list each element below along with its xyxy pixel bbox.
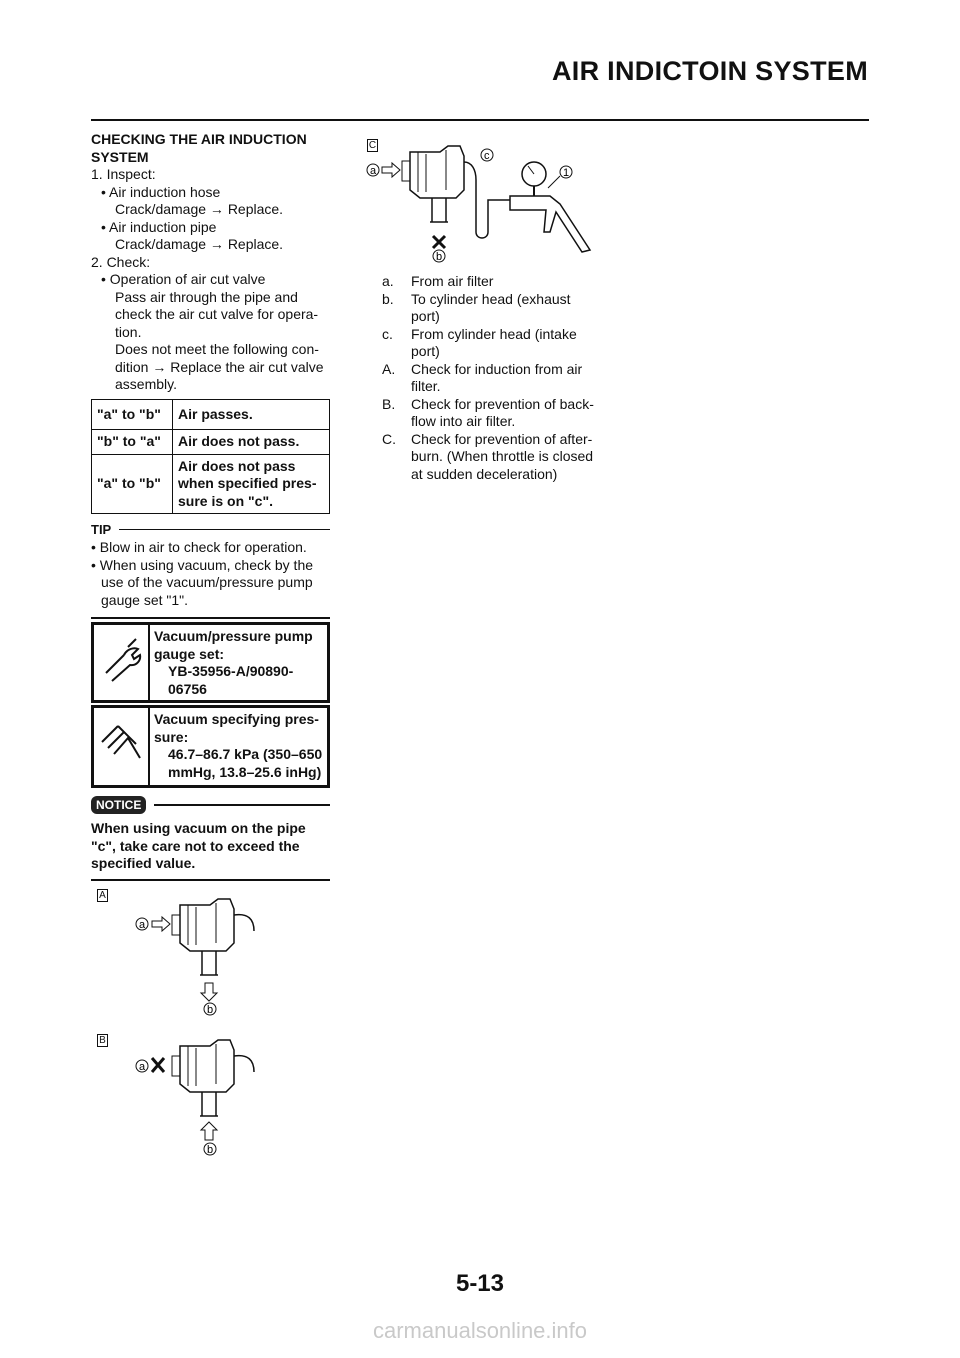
step-inspect: 1. Inspect: bbox=[91, 166, 156, 182]
page-number: 5-13 bbox=[455, 1270, 505, 1297]
airflow-table bbox=[91, 399, 330, 514]
table-cell: Air passes. bbox=[173, 400, 330, 430]
figure-a-valve-diagram bbox=[130, 885, 270, 1020]
figure-label-c: C bbox=[368, 140, 377, 151]
table-cell: "b" to "a" bbox=[92, 430, 173, 455]
section-heading-cont: SYSTEM bbox=[91, 148, 149, 165]
tip-line: • When using vacuum, check by the bbox=[91, 556, 314, 573]
label-1: 1 bbox=[563, 167, 570, 179]
table-row bbox=[92, 400, 330, 430]
bullet-item: • Air induction pipe bbox=[101, 218, 217, 235]
label-b: b bbox=[207, 1144, 214, 1156]
label-b: b bbox=[207, 1004, 214, 1016]
figure-legend bbox=[382, 273, 612, 483]
label-a: a bbox=[139, 919, 146, 931]
bullet-item: • Operation of air cut valve bbox=[101, 271, 266, 287]
figure-label-a: A bbox=[97, 889, 108, 902]
spec-value: 46.7–86.7 kPa (350–650 bbox=[168, 746, 323, 762]
tool-name: gauge set: bbox=[154, 645, 225, 662]
label-b: b bbox=[436, 251, 443, 263]
bullet-item: • Air induction hose bbox=[101, 183, 221, 200]
bullet-detail: tion. bbox=[115, 323, 142, 340]
notice-line: When using vacuum on the pipe bbox=[91, 820, 306, 836]
table-row bbox=[92, 454, 330, 514]
label-a: a bbox=[370, 165, 377, 177]
tip-rule bbox=[119, 529, 330, 531]
bullet-detail: Crack/damage → Replace. bbox=[115, 236, 284, 252]
notice-line: "c", take care not to exceed the bbox=[91, 837, 300, 854]
legend-item: A. Check for induction from air filter. bbox=[382, 360, 583, 394]
legend-item: a. From air filter bbox=[382, 273, 494, 289]
notice-rule bbox=[154, 804, 330, 806]
figure-c-vacuum-test-diagram bbox=[360, 140, 610, 265]
watermark: carmanualsonline.info bbox=[372, 1318, 588, 1343]
tool-box-gauge-set bbox=[91, 622, 330, 703]
label-c: c bbox=[484, 150, 490, 162]
bullet-detail: dition → Replace the air cut valve bbox=[115, 358, 324, 375]
legend-item: c. From cylinder head (intake port) bbox=[382, 325, 577, 359]
notice-block bbox=[91, 796, 330, 881]
figure-label-b: B bbox=[97, 1034, 108, 1047]
bullet-detail: Crack/damage → Replace. bbox=[115, 201, 284, 217]
wrench-tool-icon bbox=[94, 625, 148, 700]
table-cell: "a" to "b" bbox=[92, 400, 173, 430]
inspection-section bbox=[91, 131, 331, 394]
tip-line: use of the vacuum/pressure pump bbox=[101, 574, 313, 590]
table-row bbox=[92, 430, 330, 455]
spec-name: sure: bbox=[154, 728, 189, 745]
bullet-detail: Does not meet the following con- bbox=[115, 341, 319, 357]
legend-item: b. To cylinder head (exhaust port) bbox=[382, 290, 571, 324]
tool-name: Vacuum/pressure pump bbox=[154, 628, 313, 644]
tool-part-number: 06756 bbox=[168, 680, 207, 697]
spec-box-vacuum bbox=[91, 705, 330, 788]
notice-line: specified value. bbox=[91, 855, 196, 871]
legend-item: B. Check for prevention of back- flow into air filter. bbox=[382, 395, 594, 429]
table-cell: Air does not pass. bbox=[173, 430, 330, 455]
table-cell: "a" to "b" bbox=[92, 454, 173, 514]
step-check: 2. Check: bbox=[91, 253, 151, 270]
page-title: AIR INDICTOIN SYSTEM bbox=[551, 56, 868, 86]
table-cell: Air does not pass when specified pres- sure is on "c". bbox=[173, 454, 330, 514]
bullet-detail: check the air cut valve for opera- bbox=[115, 306, 319, 322]
bullet-detail: Pass air through the pipe and bbox=[115, 288, 298, 305]
tip-block bbox=[91, 522, 330, 619]
notice-badge: NOTICE bbox=[91, 796, 146, 814]
legend-item: C. Check for prevention of after- burn. (When throttle is closed at sudden deceleration) bbox=[382, 430, 594, 482]
spec-name: Vacuum specifying pres- bbox=[154, 711, 319, 727]
figure-b-valve-diagram bbox=[130, 1030, 270, 1160]
section-heading: CHECKING THE AIR INDUCTION bbox=[91, 131, 307, 147]
pressure-spec-icon bbox=[94, 708, 148, 785]
label-a: a bbox=[139, 1061, 146, 1073]
tool-part-number: YB-35956-A/90890- bbox=[168, 663, 294, 679]
tip-end-rule bbox=[91, 617, 330, 619]
tip-label: TIP bbox=[91, 522, 112, 537]
header-rule bbox=[91, 119, 869, 121]
tip-line: • Blow in air to check for operation. bbox=[91, 539, 307, 555]
bullet-detail: assembly. bbox=[115, 376, 177, 392]
tip-line: gauge set "1". bbox=[101, 591, 189, 608]
notice-end-rule bbox=[91, 879, 330, 881]
spec-value: mmHg, 13.8–25.6 inHg) bbox=[168, 763, 322, 780]
